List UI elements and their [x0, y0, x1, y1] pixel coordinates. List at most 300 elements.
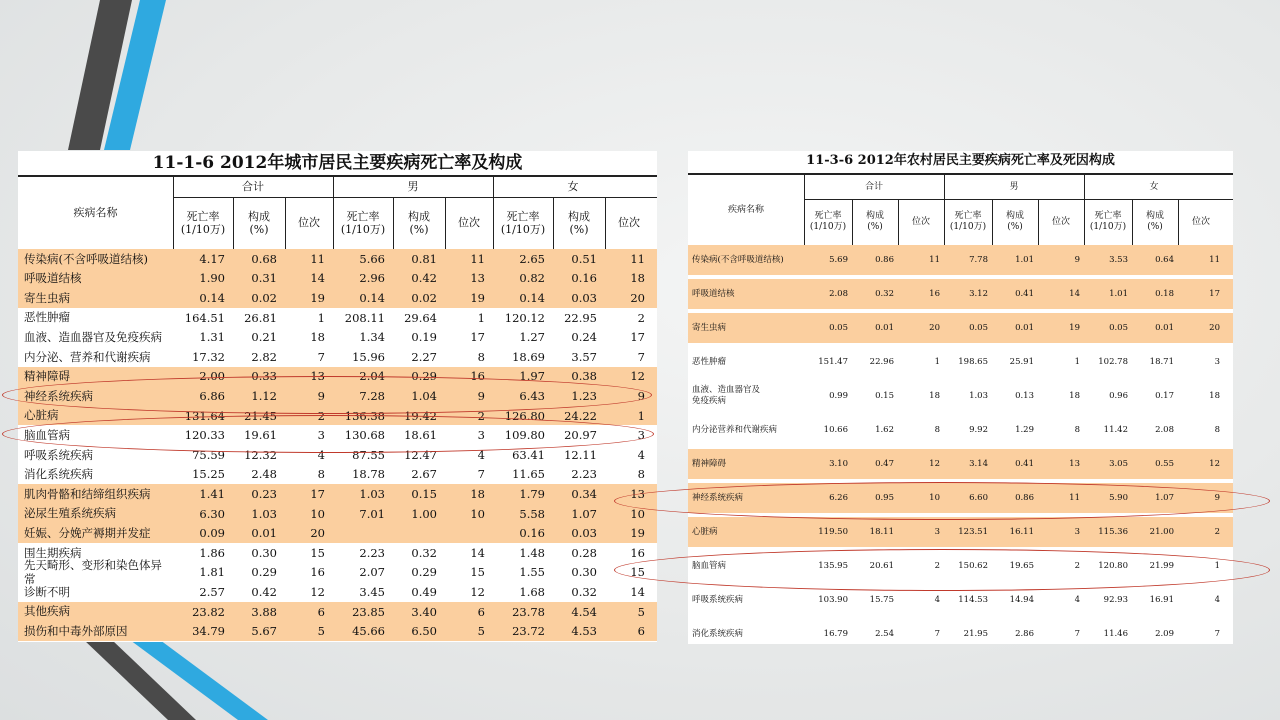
rank-cell: 3	[477, 428, 485, 443]
rank-cell: 4	[477, 447, 485, 462]
composition-pct-cell: 0.81	[411, 251, 437, 266]
mortality-rate-cell: 102.78	[1098, 357, 1128, 367]
composition-pct-cell: 0.15	[411, 486, 437, 501]
composition-pct-cell: 12.47	[404, 447, 437, 462]
mortality-rate-cell: 63.41	[512, 447, 545, 462]
rank-cell: 11	[1209, 255, 1220, 265]
composition-pct-cell: 15.75	[869, 595, 894, 605]
disease-name: 恶性肿瘤	[692, 356, 727, 367]
composition-pct-cell: 0.55	[1155, 459, 1174, 469]
composition-pct-cell: 2.82	[251, 349, 277, 364]
composition-pct-cell: 21.00	[1149, 527, 1174, 537]
mortality-rate-cell: 130.68	[344, 428, 385, 443]
mortality-rate-cell: 18.78	[352, 467, 385, 482]
composition-pct-cell: 2.23	[571, 467, 597, 482]
rank-cell: 6	[477, 604, 485, 619]
disease-name: 妊娠、分娩产褥期并发症	[24, 526, 151, 540]
rank-cell: 11	[310, 251, 325, 266]
rank-cell: 16	[470, 369, 485, 384]
mortality-rate-cell: 0.16	[519, 526, 545, 541]
composition-pct-cell: 0.41	[1015, 459, 1034, 469]
mortality-rate-cell: 1.01	[1109, 289, 1128, 299]
rank-cell: 4	[1074, 595, 1080, 605]
header-subcol: 位次	[618, 216, 640, 230]
composition-pct-cell: 18.11	[869, 527, 894, 537]
header-subcol: 构成 (%)	[568, 209, 590, 236]
rank-cell: 10	[470, 506, 485, 521]
rank-cell: 2	[637, 310, 645, 325]
mortality-rate-cell: 87.55	[352, 447, 385, 462]
rank-cell: 8	[637, 467, 645, 482]
rank-cell: 12	[1209, 459, 1220, 469]
composition-pct-cell: 16.11	[1009, 527, 1034, 537]
mortality-rate-cell: 7.28	[359, 388, 385, 403]
highlight-ellipse-urban-cerebro	[2, 415, 654, 453]
rank-cell: 1	[317, 310, 325, 325]
rank-cell: 17	[470, 330, 485, 345]
composition-pct-cell: 1.07	[571, 506, 597, 521]
mortality-rate-cell: 7.78	[969, 255, 988, 265]
table-row	[18, 602, 657, 622]
mortality-rate-cell: 1.34	[359, 330, 385, 345]
decorative-stripes-bottom	[0, 640, 320, 720]
rank-cell: 11	[470, 251, 485, 266]
mortality-rate-cell: 2.96	[359, 271, 385, 286]
mortality-rate-cell: 115.36	[1098, 527, 1128, 537]
mortality-rate-cell: 9.92	[969, 425, 988, 435]
table-row	[18, 347, 657, 367]
disease-name: 消化系统疾病	[692, 628, 744, 639]
mortality-rate-cell: 151.47	[818, 357, 848, 367]
composition-pct-cell: 18.71	[1149, 357, 1174, 367]
composition-pct-cell: 0.03	[571, 526, 597, 541]
composition-pct-cell: 0.02	[411, 290, 437, 305]
mortality-rate-cell: 0.99	[829, 391, 848, 401]
rank-cell: 20	[630, 290, 645, 305]
table-row	[18, 327, 657, 347]
disease-name: 先天畸形、变形和染色体异常	[24, 558, 162, 587]
disease-name: 围生期疾病	[24, 545, 82, 560]
disease-name: 神经系统疾病	[692, 492, 744, 503]
composition-pct-cell: 0.15	[875, 391, 894, 401]
rank-cell: 18	[1069, 391, 1080, 401]
rank-cell: 19	[470, 290, 485, 305]
table-title: 11-1-6 2012年城市居民主要疾病死亡率及构成	[152, 153, 523, 173]
rank-cell: 4	[317, 447, 325, 462]
rank-cell: 9	[317, 388, 325, 403]
composition-pct-cell: 0.30	[251, 545, 277, 560]
composition-pct-cell: 1.23	[571, 388, 597, 403]
composition-pct-cell: 22.95	[564, 310, 597, 325]
rank-cell: 2	[1074, 561, 1080, 571]
disease-name: 诊断不明	[24, 584, 70, 599]
mortality-rate-cell: 1.97	[519, 369, 545, 384]
mortality-rate-cell: 6.26	[829, 493, 848, 503]
composition-pct-cell: 2.86	[1015, 629, 1034, 639]
mortality-rate-cell: 126.80	[504, 408, 545, 423]
composition-pct-cell: 2.09	[1155, 629, 1174, 639]
mortality-rate-cell: 198.65	[958, 357, 988, 367]
mortality-rate-cell: 15.96	[352, 349, 385, 364]
rank-cell: 2	[317, 408, 325, 423]
rank-cell: 16	[630, 545, 645, 560]
table-row	[18, 465, 657, 485]
rank-cell: 4	[1214, 595, 1220, 605]
mortality-rate-cell: 114.53	[958, 595, 988, 605]
table-row	[688, 347, 1233, 377]
rank-cell: 17	[1209, 289, 1220, 299]
rank-cell: 11	[1069, 493, 1080, 503]
rank-cell: 9	[477, 388, 485, 403]
disease-name: 寄生虫病	[24, 290, 70, 305]
rank-cell: 7	[477, 467, 485, 482]
rank-cell: 10	[929, 493, 940, 503]
composition-pct-cell: 0.32	[411, 545, 437, 560]
mortality-rate-cell: 15.25	[192, 467, 225, 482]
table-row	[18, 504, 657, 524]
composition-pct-cell: 1.04	[411, 388, 437, 403]
composition-pct-cell: 25.91	[1009, 357, 1034, 367]
mortality-rate-cell: 1.31	[199, 330, 225, 345]
composition-pct-cell: 24.22	[564, 408, 597, 423]
header-subcol: 构成 (%)	[248, 209, 270, 236]
table-row	[688, 449, 1233, 479]
header-disease-name: 疾病名称	[73, 206, 118, 220]
table-row	[688, 381, 1233, 411]
header-group: 女	[1149, 181, 1159, 192]
composition-pct-cell: 0.29	[411, 369, 437, 384]
rank-cell: 6	[317, 604, 325, 619]
composition-pct-cell: 2.08	[1155, 425, 1174, 435]
composition-pct-cell: 0.68	[251, 251, 277, 266]
rank-cell: 1	[477, 310, 485, 325]
mortality-rate-cell: 0.14	[359, 290, 385, 305]
mortality-rate-cell: 3.10	[829, 459, 848, 469]
composition-pct-cell: 0.23	[251, 486, 277, 501]
rank-cell: 3	[637, 428, 645, 443]
rank-cell: 3	[1074, 527, 1080, 537]
mortality-rate-cell: 135.95	[818, 561, 848, 571]
composition-pct-cell: 19.42	[404, 408, 437, 423]
disease-name: 其他疾病	[24, 604, 70, 619]
rank-cell: 3	[1214, 357, 1220, 367]
rank-cell: 13	[310, 369, 325, 384]
table-header	[18, 175, 657, 251]
composition-pct-cell: 4.53	[571, 624, 597, 639]
rank-cell: 5	[317, 624, 325, 639]
header-subcol: 构成 (%)	[1145, 211, 1164, 232]
composition-pct-cell: 1.62	[875, 425, 894, 435]
composition-pct-cell: 22.96	[869, 357, 894, 367]
rank-cell: 8	[1214, 425, 1220, 435]
rank-cell: 13	[1069, 459, 1080, 469]
mortality-rate-cell: 7.01	[359, 506, 385, 521]
table-row	[688, 619, 1233, 649]
disease-name: 传染病(不含呼吸道结核)	[692, 254, 784, 265]
mortality-rate-cell: 10.66	[823, 425, 848, 435]
composition-pct-cell: 1.12	[251, 388, 277, 403]
composition-pct-cell: 0.47	[875, 459, 894, 469]
rank-cell: 13	[470, 271, 485, 286]
rank-cell: 11	[630, 251, 645, 266]
composition-pct-cell: 1.03	[251, 506, 277, 521]
mortality-rate-cell: 3.05	[1109, 459, 1128, 469]
mortality-rate-cell: 131.64	[184, 408, 225, 423]
rank-cell: 17	[310, 486, 325, 501]
mortality-rate-cell: 2.04	[359, 369, 385, 384]
rank-cell: 7	[637, 349, 645, 364]
table-header	[688, 173, 1233, 247]
header-subcol: 位次	[458, 216, 480, 230]
disease-name: 肌肉骨骼和结缔组织疾病	[24, 486, 151, 501]
table-row	[18, 308, 657, 328]
rank-cell: 9	[1074, 255, 1080, 265]
disease-name: 呼吸道结核	[692, 288, 735, 299]
composition-pct-cell: 0.02	[251, 290, 277, 305]
rank-cell: 19	[630, 526, 645, 541]
mortality-rate-cell: 1.03	[359, 486, 385, 501]
mortality-rate-cell: 0.14	[199, 290, 225, 305]
rank-cell: 1	[637, 408, 645, 423]
composition-pct-cell: 0.86	[1015, 493, 1034, 503]
disease-name: 精神障碍	[24, 369, 70, 384]
disease-name: 脑血管病	[24, 428, 70, 442]
composition-pct-cell: 0.64	[1155, 255, 1174, 265]
composition-pct-cell: 20.61	[869, 561, 894, 571]
header-subcol: 位次	[911, 216, 930, 227]
rank-cell: 18	[1209, 391, 1220, 401]
composition-pct-cell: 1.07	[1155, 493, 1174, 503]
composition-pct-cell: 5.67	[251, 624, 277, 639]
decorative-stripes-top	[0, 0, 200, 160]
composition-pct-cell: 19.61	[244, 428, 277, 443]
mortality-rate-cell: 3.53	[1109, 255, 1128, 265]
table-row	[18, 249, 657, 269]
composition-pct-cell: 0.01	[1155, 323, 1174, 333]
composition-pct-cell: 0.18	[1155, 289, 1174, 299]
composition-pct-cell: 6.50	[411, 624, 437, 639]
rank-cell: 3	[317, 428, 325, 443]
rank-cell: 12	[630, 369, 645, 384]
composition-pct-cell: 29.64	[404, 310, 437, 325]
header-group: 女	[567, 180, 579, 194]
rank-cell: 2	[934, 561, 940, 571]
disease-name: 损伤和中毒外部原因	[24, 624, 128, 638]
table-row	[688, 415, 1233, 445]
composition-pct-cell: 0.19	[411, 330, 437, 345]
rank-cell: 1	[934, 357, 940, 367]
composition-pct-cell: 2.48	[251, 467, 277, 482]
mortality-rate-cell: 5.69	[829, 255, 848, 265]
mortality-rate-cell: 6.43	[519, 388, 545, 403]
header-subcol: 死亡率 (1/10万)	[1089, 211, 1127, 232]
composition-pct-cell: 4.54	[571, 604, 597, 619]
rank-cell: 14	[630, 584, 645, 599]
mortality-rate-cell: 18.69	[512, 349, 545, 364]
mortality-rate-cell: 11.65	[512, 467, 545, 482]
rank-cell: 18	[470, 486, 485, 501]
header-subcol: 死亡率 (1/10万)	[500, 209, 546, 236]
mortality-rate-cell: 0.96	[1109, 391, 1128, 401]
rank-cell: 15	[310, 545, 325, 560]
rank-cell: 8	[477, 349, 485, 364]
composition-pct-cell: 1.29	[1015, 425, 1034, 435]
composition-pct-cell: 0.01	[875, 323, 894, 333]
composition-pct-cell: 0.17	[1155, 391, 1174, 401]
mortality-rate-cell: 2.00	[199, 369, 225, 384]
mortality-rate-cell: 120.12	[504, 310, 545, 325]
mortality-rate-cell: 120.33	[184, 428, 225, 443]
disease-name: 心脏病	[24, 408, 59, 423]
mortality-rate-cell: 164.51	[184, 310, 225, 325]
rank-cell: 13	[630, 486, 645, 501]
composition-pct-cell: 26.81	[244, 310, 277, 325]
rank-cell: 7	[1214, 629, 1220, 639]
composition-pct-cell: 12.11	[564, 447, 597, 462]
header-subcol: 位次	[1051, 216, 1070, 227]
mortality-rate-cell: 1.79	[519, 486, 545, 501]
composition-pct-cell: 16.91	[1149, 595, 1174, 605]
composition-pct-cell: 0.16	[571, 271, 597, 286]
mortality-rate-cell: 21.95	[963, 629, 988, 639]
header-subcol: 位次	[1191, 216, 1210, 227]
rank-cell: 3	[934, 527, 940, 537]
header-group: 合计	[242, 180, 264, 194]
composition-pct-cell: 0.32	[571, 584, 597, 599]
mortality-rate-cell: 0.05	[1109, 323, 1128, 333]
mortality-rate-cell: 1.48	[519, 545, 545, 560]
composition-pct-cell: 0.41	[1015, 289, 1034, 299]
rank-cell: 18	[310, 330, 325, 345]
rank-cell: 1	[1074, 357, 1080, 367]
mortality-rate-cell: 150.62	[958, 561, 988, 571]
rank-cell: 14	[1069, 289, 1080, 299]
rank-cell: 19	[1069, 323, 1080, 333]
rank-cell: 14	[470, 545, 485, 560]
composition-pct-cell: 0.29	[411, 565, 437, 580]
rank-cell: 7	[1074, 629, 1080, 639]
mortality-rate-cell: 208.11	[344, 310, 385, 325]
composition-pct-cell: 0.13	[1015, 391, 1034, 401]
mortality-rate-cell: 5.66	[359, 251, 385, 266]
rank-cell: 2	[1214, 527, 1220, 537]
table-row	[18, 288, 657, 308]
rank-cell: 11	[929, 255, 940, 265]
header-subcol: 构成 (%)	[1005, 211, 1024, 232]
table-row	[18, 523, 657, 543]
mortality-rate-cell: 1.90	[199, 271, 225, 286]
composition-pct-cell: 0.38	[571, 369, 597, 384]
mortality-rate-cell: 2.57	[199, 584, 225, 599]
highlight-ellipse-rural-cerebro	[614, 549, 1270, 591]
rank-cell: 7	[317, 349, 325, 364]
highlight-ellipse-rural-neuro	[614, 482, 1270, 520]
mortality-rate-cell: 2.23	[359, 545, 385, 560]
header-disease-name: 疾病名称	[727, 204, 764, 215]
mortality-rate-cell: 123.51	[958, 527, 988, 537]
mortality-rate-cell: 45.66	[352, 624, 385, 639]
disease-name: 恶性肿瘤	[24, 310, 70, 325]
rank-cell: 20	[310, 526, 325, 541]
mortality-rate-cell: 11.46	[1103, 629, 1128, 639]
composition-pct-cell: 0.95	[875, 493, 894, 503]
table-row	[688, 313, 1233, 343]
highlight-ellipse-urban-neuro	[2, 376, 652, 414]
table-row	[688, 517, 1233, 547]
disease-name: 呼吸系统疾病	[24, 447, 93, 462]
disease-name: 传染病(不含呼吸道结核)	[24, 251, 148, 266]
composition-pct-cell: 0.32	[875, 289, 894, 299]
rank-cell: 12	[470, 584, 485, 599]
mortality-rate-cell: 23.78	[512, 604, 545, 619]
mortality-rate-cell: 23.72	[512, 624, 545, 639]
header-group: 男	[407, 180, 419, 194]
disease-name: 内分泌、营养和代谢疾病	[24, 349, 151, 364]
mortality-rate-cell: 103.90	[818, 595, 848, 605]
mortality-rate-cell: 1.81	[199, 565, 225, 580]
rank-cell: 18	[929, 391, 940, 401]
composition-pct-cell: 21.99	[1149, 561, 1174, 571]
composition-pct-cell: 0.21	[251, 330, 277, 345]
composition-pct-cell: 2.67	[411, 467, 437, 482]
header-subcol: 死亡率 (1/10万)	[180, 209, 226, 236]
rank-cell: 12	[929, 459, 940, 469]
disease-name: 心脏病	[692, 526, 718, 537]
mortality-rate-cell: 3.14	[969, 459, 988, 469]
mortality-rate-cell: 92.93	[1103, 595, 1128, 605]
table-row	[18, 269, 657, 289]
composition-pct-cell: 3.88	[251, 604, 277, 619]
composition-pct-cell: 0.28	[571, 545, 597, 560]
rank-cell: 17	[630, 330, 645, 345]
disease-name: 脑血管病	[692, 560, 727, 571]
disease-name: 精神障碍	[692, 458, 727, 469]
composition-pct-cell: 0.01	[251, 526, 277, 541]
rank-cell: 4	[934, 595, 940, 605]
composition-pct-cell: 3.57	[571, 349, 597, 364]
mortality-rate-cell: 34.79	[192, 624, 225, 639]
rank-cell: 6	[637, 624, 645, 639]
rank-cell: 4	[637, 447, 645, 462]
rank-cell: 12	[310, 584, 325, 599]
header-subcol: 死亡率 (1/10万)	[949, 211, 987, 232]
composition-pct-cell: 0.49	[411, 584, 437, 599]
mortality-rate-cell: 0.09	[199, 526, 225, 541]
table-row	[18, 484, 657, 504]
composition-pct-cell: 0.29	[251, 565, 277, 580]
mortality-rate-cell: 4.17	[199, 251, 225, 266]
header-group: 合计	[864, 181, 883, 192]
header-subcol: 位次	[298, 216, 320, 230]
composition-pct-cell: 14.94	[1009, 595, 1034, 605]
header-subcol: 死亡率 (1/10万)	[809, 211, 847, 232]
disease-name: 寄生虫病	[692, 322, 727, 333]
rank-cell: 10	[630, 506, 645, 521]
rank-cell: 16	[310, 565, 325, 580]
rank-cell: 8	[317, 467, 325, 482]
mortality-rate-cell: 23.82	[192, 604, 225, 619]
mortality-rate-cell: 5.58	[519, 506, 545, 521]
composition-pct-cell: 21.45	[244, 408, 277, 423]
table-row	[688, 279, 1233, 309]
mortality-rate-cell: 2.08	[829, 289, 848, 299]
table-row	[18, 621, 657, 641]
mortality-rate-cell: 6.30	[199, 506, 225, 521]
composition-pct-cell: 1.01	[1015, 255, 1034, 265]
composition-pct-cell: 0.33	[251, 369, 277, 384]
composition-pct-cell: 0.51	[571, 251, 597, 266]
mortality-rate-cell: 120.80	[1098, 561, 1128, 571]
